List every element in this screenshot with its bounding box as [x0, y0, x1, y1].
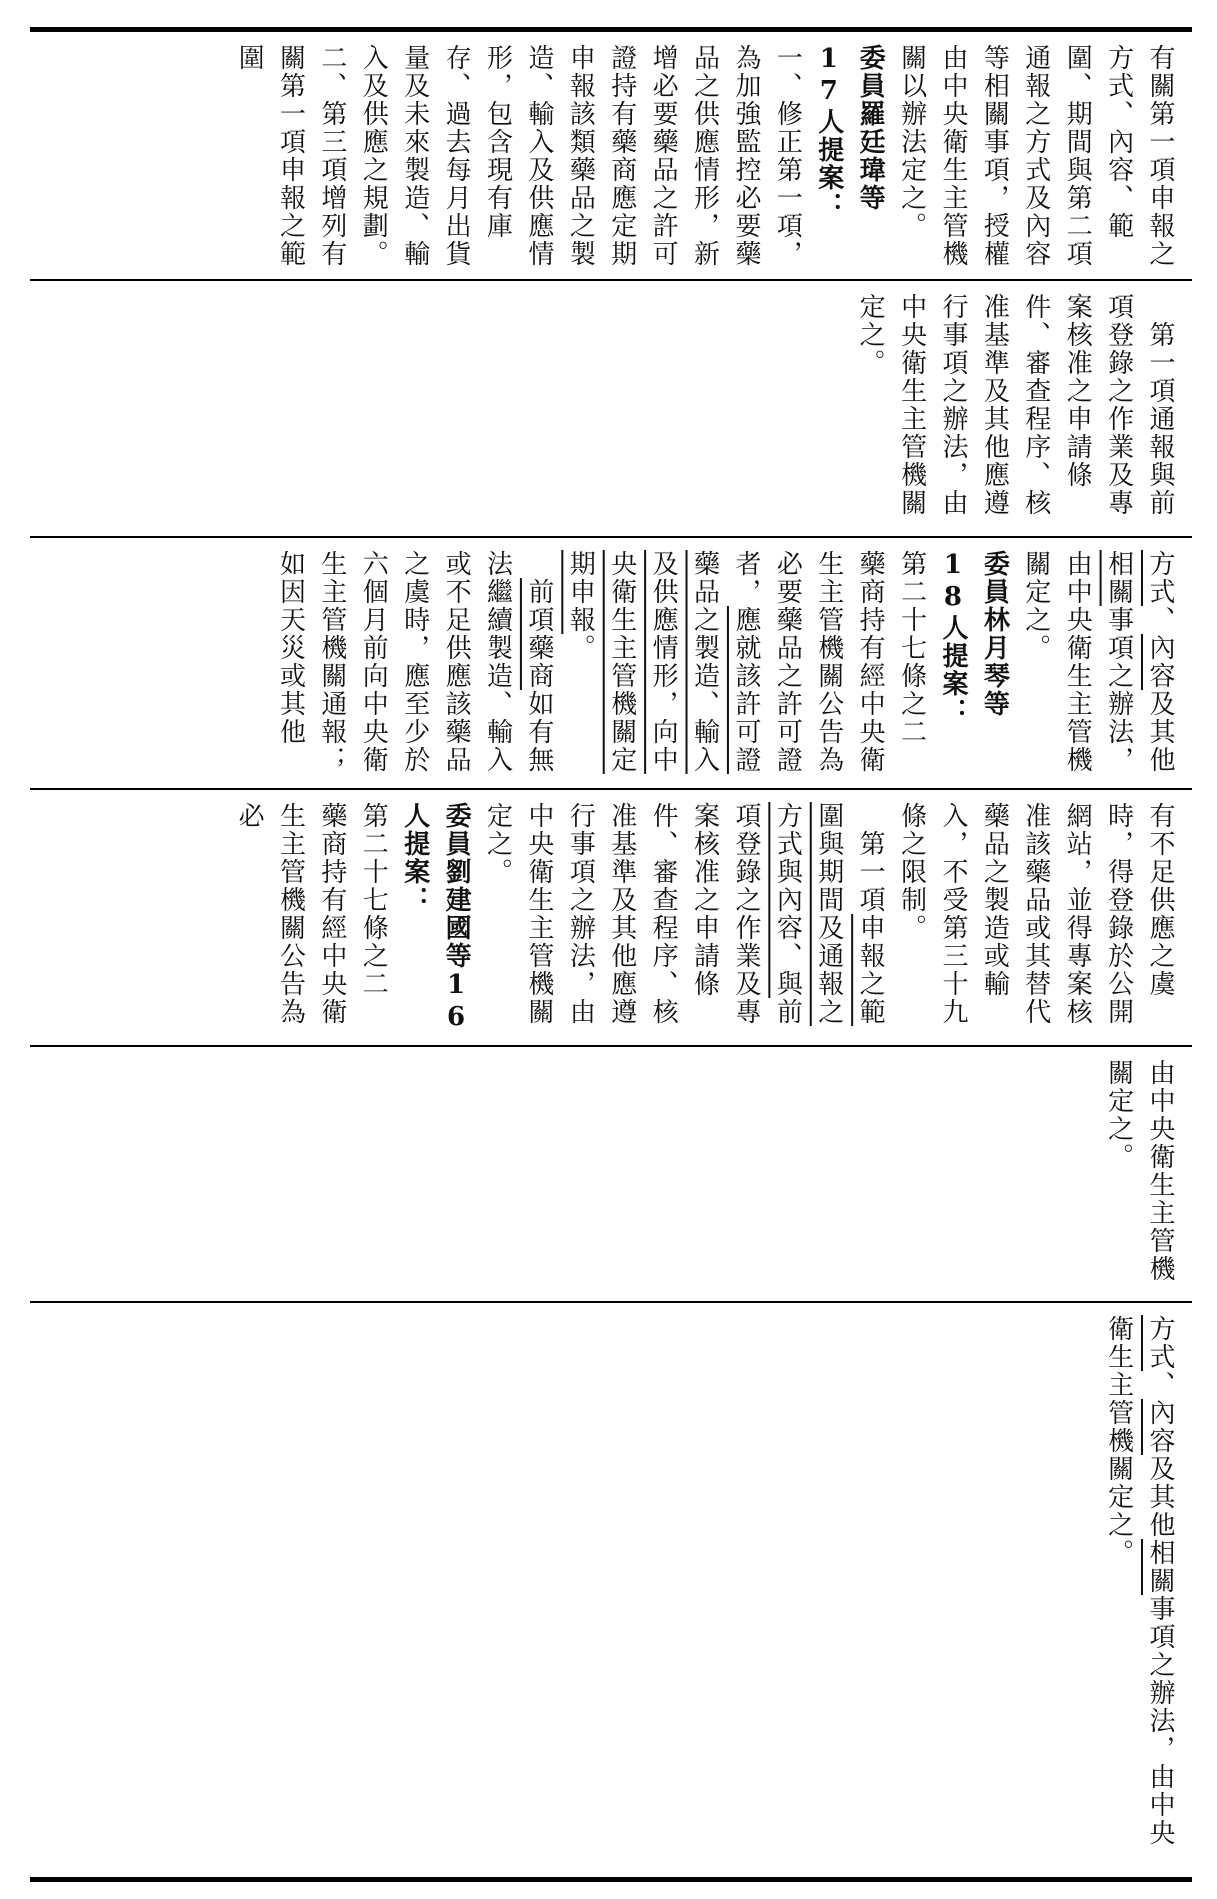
clause-text: 前項登錄之作業及專案核准之申請條件、審查程序、核准基準及其他應遵行事項之辦法，由中央衛生主管機關定之。: [482, 802, 803, 1026]
row-4: [30, 790, 1192, 1045]
row-5: [30, 1047, 1192, 1301]
clause-text: 及其他: [1145, 1455, 1175, 1539]
row-2: [30, 281, 1192, 536]
amended-text: 內容: [1145, 1399, 1175, 1455]
clause-text: 事項之辦法，由中央衛生主管機關定之。: [1103, 1315, 1175, 1847]
clause-text: 一、修正第一項，為加強監控必要藥品之供應情形，新增必要藥品之許可證持有藥商應定期申報該類藥品之製造、輸入及供應情形，包含現有庫存、過去每月出貨量及未來製造、輸入及供應之規劃。 二、第三項增列有關第一項申報之範圍: [234, 44, 803, 268]
proposer-heading: 委員劉建國等16人提案：: [399, 802, 472, 1034]
row-3-text: [269, 550, 1180, 780]
amended-text: 應就該許可證藥品之製造、輸入及供應情形，向中央衛生主管機關定期申報: [565, 550, 761, 774]
clause-text: 第一項通報與前項登錄之作業及專案核准之申請條件、審查程序、核准基準及其他應遵行事項之辦法，由中央衛生主管機關定之。: [855, 293, 1175, 517]
row-3: [30, 538, 1192, 788]
row-5-text: [1097, 1059, 1180, 1293]
proposer-heading: 委員林月琴等18人提案：: [937, 550, 1010, 726]
amended-text: 方式: [1145, 550, 1175, 606]
clause-text: 有不足供應之虞時，得登錄於公開網站，並得專案核准該藥品或其替代藥品之製造或輸入，不受第三十九條之限制。 第一項: [855, 802, 1175, 1026]
amended-text: 內容: [1145, 634, 1175, 690]
clause-text: 由中央衛生主管機關定之。: [1103, 1059, 1175, 1283]
amended-text: 前項藥商: [523, 578, 554, 690]
amended-text: 相關: [1145, 1539, 1175, 1595]
clause-text: 有關第一項申報之方式、內容、範圍、期間與第二項通報之方式及內容等相關事項，授權由中央衛生主管機關以辦法定之。: [896, 44, 1175, 268]
clause-text: 、: [1145, 1371, 1175, 1399]
amended-text: 方式: [1145, 1315, 1175, 1371]
clause-text: 及其他: [1145, 690, 1175, 774]
row-6: [30, 1303, 1192, 1877]
clause-text: 如有無法繼續製造、輸入或不足供應該藥品之虞時，應至少於六個月前向中央衛生主管機關通報；如因天災或其他: [275, 550, 554, 774]
row-1-text: [228, 44, 1180, 271]
clause-text: 第二十七條之二 藥商持有經中央衛生主管機關公告為必要藥品之許可證者，: [730, 550, 927, 774]
proposer-heading: 委員羅廷瑋等17人提案：: [813, 44, 886, 220]
clause-text: 、: [1145, 606, 1175, 634]
bottom-rule: [30, 1877, 1192, 1882]
amended-text: 申報之範圍與期間及通報之方式與內容、與: [772, 802, 886, 1026]
clause-text: 事項之辦法，由中央衛生主管機關定之。: [1020, 550, 1134, 774]
row-4-text: [228, 802, 1180, 1037]
row-2-text: [849, 293, 1180, 528]
row-1: [30, 32, 1192, 279]
clause-text: 。: [565, 634, 596, 662]
clause-text: 第二十七條之二 藥商持有經中央衛生主管機關公告為必: [234, 802, 389, 1026]
row-6-text: [1097, 1315, 1180, 1869]
amended-text: 相關: [1103, 550, 1134, 606]
